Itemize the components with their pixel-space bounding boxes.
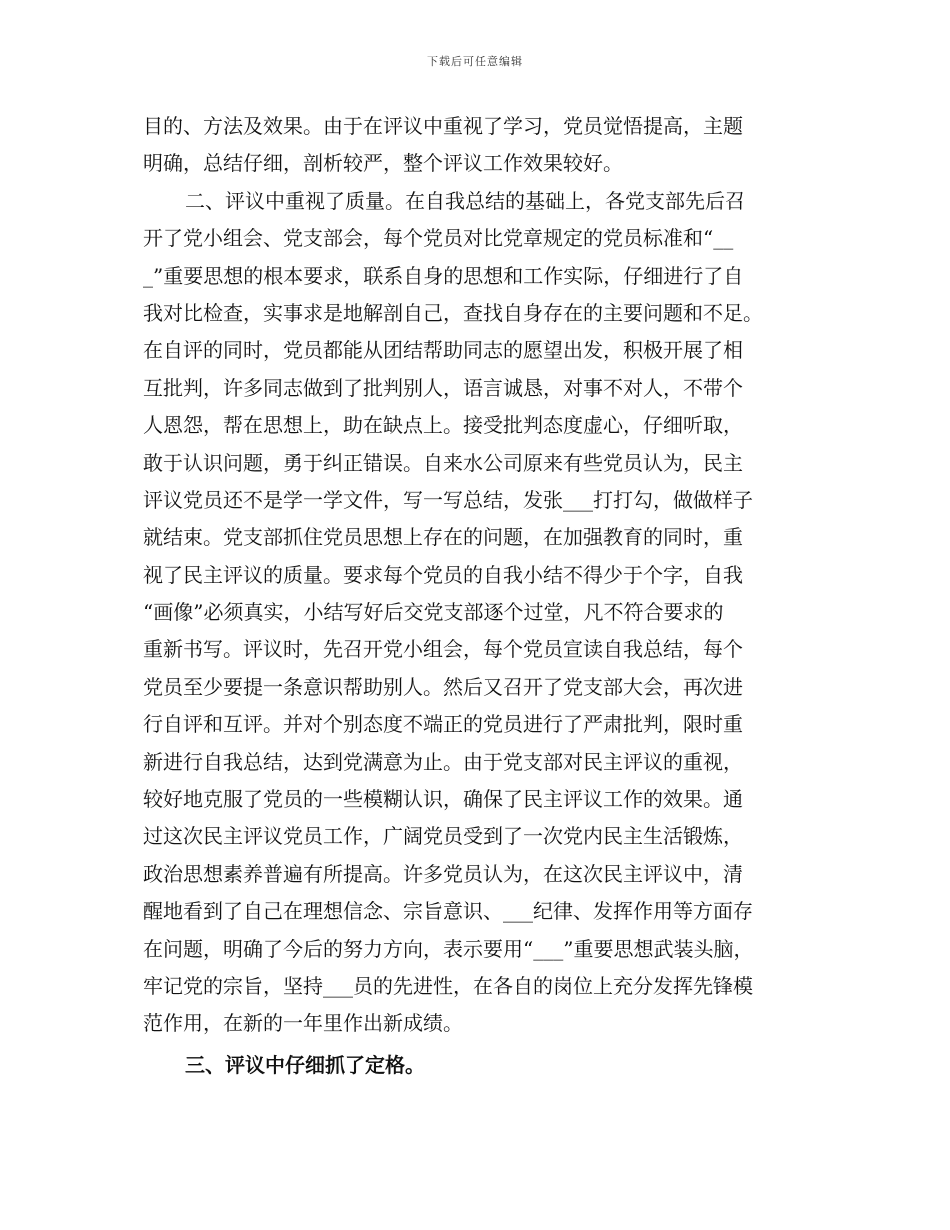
body-line: 就结束。党支部抓住党员思想上存在的问题，在加强教育的同时，重 [143, 525, 743, 550]
body-line: 我对比检查，实事求是地解剖自己，查找自身存在的主要问题和不足。 [143, 300, 763, 325]
body-line: 醒地看到了自己在理想信念、宗旨意识、___纪律、发挥作用等方面存 [143, 899, 753, 924]
body-line: 在自评的同时，党员都能从团结帮助同志的愿望出发，积极开展了相 [143, 338, 743, 363]
document-body [143, 108, 823, 1084]
body-line: 较好地克服了党员的一些模糊认识，确保了民主评议工作的效果。通 [143, 787, 743, 812]
body-line: 开了党小组会、党支部会，每个党员对比党章规定的党员标准和“__ [143, 226, 734, 251]
body-line: 在问题，明确了今后的努力方向，表示要用“___”重要思想武装头脑， [143, 936, 754, 961]
body-line: 评议党员还不是学一学文件，写一写总结，发张___打打勾，做做样子 [143, 487, 753, 512]
body-line: 视了民主评议的质量。要求每个党员的自我小结不得少于个字，自我 [143, 562, 743, 587]
body-line: 政治思想素养普遍有所提高。许多党员认为，在这次民主评议中，清 [143, 861, 743, 886]
body-line: 重新书写。评议时，先召开党小组会，每个党员宣读自我总结，每个 [143, 637, 743, 662]
body-line: 行自评和互评。并对个别态度不端正的党员进行了严肃批判，限时重 [143, 712, 743, 737]
body-line: “画像”必须真实，小结写好后交党支部逐个过堂，凡不符合要求的 [143, 600, 724, 625]
section-two-first-line: 二、评议中重视了质量。在自我总结的基础上，各党支部先后召 [185, 188, 745, 213]
body-line: 目的、方法及效果。由于在评议中重视了学习，党员觉悟提高，主题 [143, 114, 743, 138]
body-line: 过这次民主评议党员工作，广阔党员受到了一次党内民主生活锻炼， [143, 824, 743, 849]
body-line: 敢于认识问题，勇于纠正错误。自来水公司原来有些党员认为，民主 [143, 450, 743, 475]
body-line: 牢记党的宗旨，坚持___员的先进性，在各自的岗位上充分发挥先锋模 [143, 973, 753, 998]
body-line: 新进行自我总结，达到党满意为止。由于党支部对民主评议的重视， [143, 749, 743, 774]
section-three-heading: 三、评议中仔细抓了定格。 [185, 1052, 425, 1077]
page-header: 下载后可任意编辑 [427, 55, 523, 68]
body-line: 党员至少要提一条意识帮助别人。然后又召开了党支部大会，再次进 [143, 674, 743, 699]
body-line: 范作用，在新的一年里作出新成绩。 [143, 1011, 463, 1036]
body-line: _”重要思想的根本要求，联系自身的思想和工作实际，仔细进行了自 [143, 263, 744, 288]
body-line: 人恩怨，帮在思想上，助在缺点上。接受批判态度虚心，仔细听取， [143, 413, 743, 438]
body-line: 互批判，许多同志做到了批判别人，语言诚恳，对事不对人，不带个 [143, 375, 743, 400]
body-line: 明确，总结仔细，剖析较严，整个评议工作效果较好。 [143, 151, 623, 176]
